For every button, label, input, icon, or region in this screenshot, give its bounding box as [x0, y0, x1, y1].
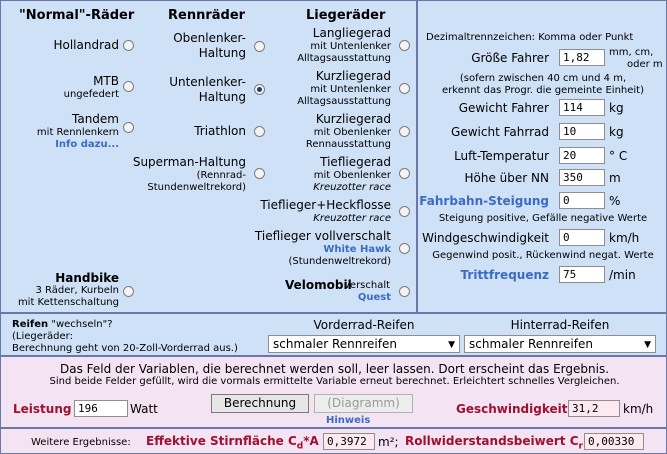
front-tire-value: schmaler Rennreifen	[273, 337, 397, 351]
bike-label-kurz-oben: Kurzliegerad	[315, 112, 391, 126]
weight-rider-label: Gewicht Fahrer	[458, 101, 549, 115]
weight-rider-unit: kg	[609, 101, 624, 115]
radio-obenlenker[interactable]	[254, 41, 265, 52]
weight-rider-input[interactable]: 114	[559, 99, 605, 116]
radio-hollandrad[interactable]	[123, 40, 134, 51]
results-prefix: Weitere Ergebnisse:	[31, 437, 131, 448]
bike-sub-kurz-oben-2: Rennausstattung	[305, 139, 391, 150]
calc-info-1: Das Feld der Variablen, die berechnet werden soll, leer lassen. Dort erscheint das Ergebnis.	[59, 362, 610, 376]
bike-sub-kurz-oben-1: mit Obenlenker	[313, 127, 391, 138]
tires-title-rest: "wechseln"?	[51, 319, 113, 330]
calculation-panel	[0, 356, 667, 428]
chevron-down-icon: ▼	[448, 340, 455, 350]
height-label: Größe Fahrer	[471, 51, 549, 65]
bike-sub-tandem: mit Rennlenkern	[36, 127, 119, 138]
slope-input[interactable]: 0	[559, 192, 605, 209]
bike-label-untenlenker-2: Haltung	[198, 90, 246, 104]
area-label-text: Effektive Stirnfläche C	[146, 434, 297, 448]
bike-selection-panel	[0, 0, 417, 313]
bike-sub-mtb: ungefedert	[63, 89, 119, 100]
slope-link[interactable]: Fahrbahn-Steigung	[419, 194, 549, 208]
area-output[interactable]: 0,3972	[323, 433, 375, 450]
radio-tieflieger[interactable]	[399, 168, 410, 179]
tires-panel	[0, 313, 667, 356]
roll-label	[405, 434, 583, 451]
bike-sub-kurz-unten-2: Alltagsausstattung	[297, 96, 391, 107]
wind-label: Windgeschwindigkeit	[422, 231, 549, 245]
decimal-note: Dezimaltrennzeichen: Komma oder Punkt	[426, 32, 634, 43]
radio-untenlenker[interactable]	[254, 84, 265, 95]
front-tire-select[interactable]	[268, 335, 460, 353]
speed-input[interactable]: 31,2	[568, 400, 620, 417]
tires-note-2: Berechnung geht von 20-Zoll-Vorderrad aus.)	[12, 343, 238, 354]
radio-kurz-unten[interactable]	[399, 83, 410, 94]
hint-link[interactable]: Hinweis	[326, 415, 371, 426]
bike-sub-langlieger-2: Alltagsausstattung	[297, 53, 391, 64]
bike-sub-handbike-1: 3 Räder, Kurbeln	[35, 285, 119, 296]
tires-title-bold: Reifen	[12, 319, 49, 330]
cadence-unit: /min	[609, 268, 636, 282]
cadence-input[interactable]: 75	[559, 266, 605, 283]
bike-label-velomobil: Velomobil	[285, 278, 352, 292]
radio-kurz-oben[interactable]	[399, 126, 410, 137]
wind-unit: km/h	[609, 231, 640, 245]
bike-sub-tieflieger-heck: Kreuzotter race	[313, 213, 391, 224]
rear-tire-label: Hinterrad-Reifen	[510, 318, 610, 332]
quest-link[interactable]: Quest	[357, 292, 391, 303]
temperature-unit: ° C	[609, 149, 628, 163]
power-label: Leistung	[13, 402, 72, 416]
bike-label-tieflieger: Tiefliegerad	[320, 155, 391, 169]
power-input[interactable]: 196	[74, 400, 128, 417]
radio-tieflieger-heck[interactable]	[399, 206, 410, 217]
weight-bike-unit: kg	[609, 125, 624, 139]
bike-label-kurz-unten: Kurzliegerad	[315, 69, 391, 83]
roll-label-text: Rollwiderstandsbeiwert C	[405, 434, 579, 448]
wind-input[interactable]: 0	[559, 229, 605, 246]
bike-label-obenlenker-2: Haltung	[198, 46, 246, 60]
altitude-label: Höhe über NN	[464, 171, 549, 185]
radio-superman[interactable]	[254, 168, 265, 179]
rear-tire-select[interactable]	[464, 335, 656, 353]
speed-unit: km/h	[623, 402, 654, 416]
col-normal-heading: "Normal"-Räder	[19, 8, 135, 23]
radio-tieflieger-voll[interactable]	[399, 243, 410, 254]
temperature-label: Luft-Temperatur	[454, 149, 549, 163]
bike-sub-handbike-2: mit Kettenschaltung	[17, 297, 119, 308]
altitude-input[interactable]: 350	[559, 169, 605, 186]
bike-label-untenlenker: Untenlenker-	[169, 75, 246, 89]
height-note-2: erkennt das Progr. die gemeinte Einheit)	[442, 85, 644, 96]
bike-sub-kurz-unten-1: mit Untenlenker	[310, 84, 391, 95]
bike-label-superman: Superman-Haltung	[132, 155, 246, 169]
speed-label: Geschwindigkeit	[456, 402, 568, 416]
weight-bike-label: Gewicht Fahrrad	[451, 125, 549, 139]
tires-title	[12, 319, 113, 331]
radio-handbike[interactable]	[123, 286, 134, 297]
bike-sub-tieflieger-2: Kreuzotter race	[313, 182, 391, 193]
area-label-suffix: *A	[303, 434, 319, 448]
rear-tire-value: schmaler Rennreifen	[469, 337, 593, 351]
tires-note-1: (Liegeräder:	[12, 331, 73, 342]
parameters-panel	[417, 0, 667, 313]
bike-sub-superman-2: Stundenweltrekord)	[147, 182, 246, 193]
radio-mtb[interactable]	[123, 81, 134, 92]
bike-label-triathlon: Triathlon	[194, 124, 246, 138]
weight-bike-input[interactable]: 10	[559, 123, 605, 140]
bike-label-tieflieger-heck: Tieflieger+Heckflosse	[260, 198, 391, 212]
bike-sub-tieflieger-1: mit Obenlenker	[313, 170, 391, 181]
slope-unit: %	[609, 194, 621, 208]
results-panel	[0, 428, 667, 454]
white-hawk-link[interactable]: White Hawk	[323, 244, 391, 255]
bike-label-handbike: Handbike	[55, 271, 119, 285]
altitude-unit: m	[609, 171, 621, 185]
height-unit-2: oder m	[627, 59, 663, 70]
roll-label-sub: r	[578, 441, 583, 452]
temperature-input[interactable]: 20	[559, 147, 605, 164]
bike-label-langlieger: Langliegerad	[312, 26, 391, 40]
power-unit: Watt	[130, 402, 158, 416]
height-unit-1: mm, cm,	[609, 47, 654, 58]
col-race-heading: Rennräder	[168, 8, 246, 23]
bike-label-mtb: MTB	[93, 74, 119, 88]
front-tire-label: Vorderrad-Reifen	[313, 318, 415, 332]
col-recumbent-heading: Liegeräder	[306, 8, 386, 23]
bike-label-obenlenker: Obenlenker-	[173, 31, 246, 45]
bike-sub-superman-1: (Rennrad-	[196, 170, 246, 181]
radio-velomobil[interactable]	[399, 286, 410, 297]
radio-langlieger[interactable]	[399, 40, 410, 51]
area-unit: m²;	[378, 435, 399, 449]
bike-label-tandem: Tandem	[72, 112, 119, 126]
wind-note: Gegenwind posit., Rückenwind negat. Werte	[432, 250, 654, 261]
bike-label-tieflieger-voll: Tieflieger vollverschalt	[254, 229, 391, 243]
chevron-down-icon: ▼	[644, 340, 651, 350]
diagram-button[interactable]: (Diagramm)	[314, 394, 413, 413]
tandem-info-link[interactable]: Info dazu...	[55, 139, 119, 150]
area-label	[146, 434, 319, 451]
cadence-link[interactable]: Trittfrequenz	[460, 268, 549, 282]
height-note-1: (sofern zwischen 40 cm und 4 m,	[459, 73, 627, 84]
bike-sub-velomobil: verschalt	[344, 280, 391, 291]
roll-output[interactable]: 0,00330	[584, 433, 644, 450]
calc-info-2: Sind beide Felder gefüllt, wird die vormals ermittelte Variable erneut berechnet. Erleichtert schnelles Vergleichen.	[49, 376, 620, 387]
bike-sub-tieflieger-voll: (Stundenweltrekord)	[288, 256, 391, 267]
area-label-sub: d	[296, 441, 304, 452]
slope-note: Steigung positive, Gefälle negative Werte	[438, 213, 648, 224]
height-input[interactable]: 1,82	[559, 49, 605, 66]
bike-sub-langlieger-1: mit Untenlenker	[310, 41, 391, 52]
calculate-button[interactable]: Berechnung	[211, 394, 309, 413]
bike-label-hollandrad: Hollandrad	[53, 38, 119, 52]
radio-tandem[interactable]	[123, 122, 134, 133]
radio-triathlon[interactable]	[254, 126, 265, 137]
